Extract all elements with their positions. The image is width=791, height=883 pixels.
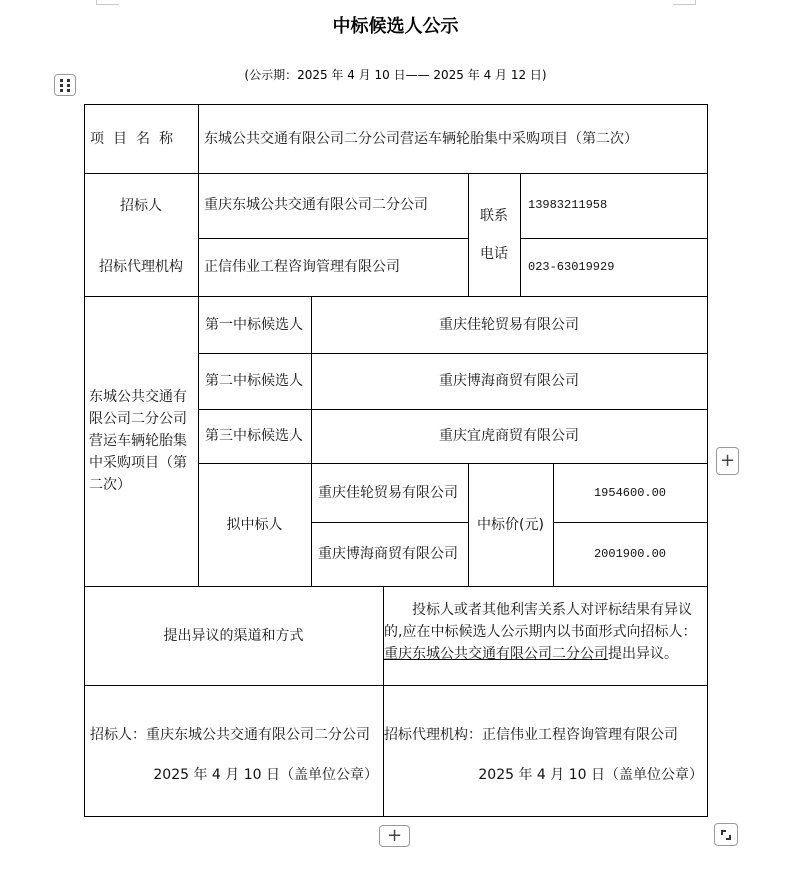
sign-agency-date: 2025 年 4 月 10 日（盖单位公章） — [478, 767, 703, 783]
contact-phone-label — [468, 173, 520, 296]
sign-tenderer: 招标人：重庆东城公共交通有限公司二分公司 — [90, 727, 370, 743]
document-title: 中标候选人公示 — [332, 16, 459, 37]
section-project-text: 东城公共交通有限公司二分公司营运车辆轮胎集中采购项目（第二次） — [89, 389, 187, 493]
grip-icon — [60, 79, 71, 92]
sign-tenderer-date: 2025 年 4 月 10 日（盖单位公章） — [153, 767, 378, 783]
candidate-company-1: 重庆佳轮贸易有限公司 — [439, 316, 579, 333]
candidate-company-3: 重庆宜虎商贸有限公司 — [439, 428, 579, 444]
agency-label: 招标代理机构 — [99, 259, 183, 275]
plus-icon: + — [386, 825, 403, 846]
tenderer-value: 重庆东城公共交通有限公司二分公司 — [204, 196, 428, 213]
agency-value: 正信伟业工程咨询管理有限公司 — [204, 259, 400, 275]
sign-agency: 招标代理机构：正信伟业工程咨询管理有限公司 — [384, 727, 678, 743]
candidate-rank-2: 第二中标候选人 — [205, 373, 303, 389]
objection-label: 提出异议的渠道和方式 — [163, 627, 304, 644]
add-row-button[interactable] — [379, 825, 410, 847]
bid-price-2: 2001900.00 — [593, 547, 666, 561]
page-corner-mark-left — [96, 0, 119, 5]
tenderer-label: 招标人 — [120, 197, 162, 214]
add-column-button[interactable] — [716, 447, 739, 475]
contact-label-line1: 联系 — [480, 207, 508, 224]
plus-icon: + — [719, 450, 736, 471]
objection-text — [384, 586, 707, 685]
project-name-label: 项目名称 — [90, 130, 182, 147]
tenderer-phone: 13983211958 — [528, 197, 608, 212]
page-corner-mark-right — [673, 0, 696, 5]
publicity-period: (公示期：2025 年 4 月 10 日—— 2025 年 4 月 12 日) — [244, 68, 547, 82]
bid-price-label: 中标价(元) — [477, 516, 544, 533]
bid-price-1: 1954600.00 — [593, 485, 666, 500]
objection-text-part2: 提出异议。 — [608, 645, 678, 662]
agency-phone: 023-63019929 — [528, 260, 615, 274]
objection-text-part1: 投标人或者其他利害关系人对评标结果有异议的,应在中标候选人公示期内以书面形式向招标人： — [384, 601, 697, 640]
contact-label-line2: 电话 — [480, 245, 508, 262]
candidate-rank-3: 第三中标候选人 — [205, 428, 303, 444]
table-resize-handle[interactable] — [714, 823, 738, 846]
proposed-winner-1: 重庆佳轮贸易有限公司 — [318, 484, 458, 501]
objection-tenderer-name: 重庆东城公共交通有限公司二分公司 — [384, 645, 608, 662]
proposed-winner-label: 拟中标人 — [226, 516, 283, 533]
candidate-rank-1: 第一中标候选人 — [205, 316, 303, 333]
section-project-name — [89, 296, 195, 586]
resize-icon — [721, 830, 731, 840]
proposed-winner-2: 重庆博海商贸有限公司 — [318, 546, 458, 562]
table-drag-handle[interactable] — [54, 74, 76, 96]
project-name-value: 东城公共交通有限公司二分公司营运车辆轮胎集中采购项目（第二次） — [204, 130, 638, 147]
candidate-company-2: 重庆博海商贸有限公司 — [439, 373, 579, 389]
